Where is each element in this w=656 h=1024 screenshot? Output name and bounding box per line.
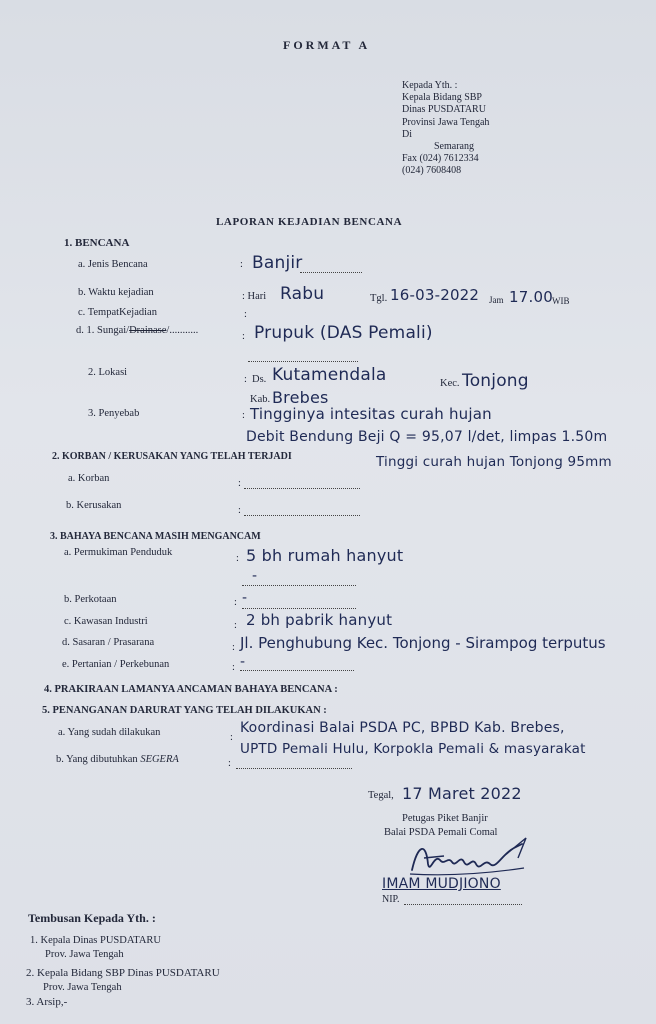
addressee-line: Semarang: [434, 141, 474, 153]
sungai-label-text: d. 1. Sungai/: [76, 325, 130, 336]
fill-line: [244, 488, 360, 489]
tembusan-heading: Tembusan Kepada Yth. :: [28, 911, 156, 925]
fill-line: [244, 515, 360, 516]
kab-value: Brebes: [272, 388, 329, 407]
section-5-heading: 5. PENANGANAN DARURAT YANG TELAH DILAKUKAN :: [42, 705, 327, 716]
addressee-line: Provinsi Jawa Tengah: [402, 116, 490, 128]
jenis-bencana-label: a. Jenis Bencana: [78, 259, 148, 270]
colon: :: [238, 478, 241, 489]
colon: :: [236, 553, 239, 564]
dibutuhkan-label: [56, 754, 179, 765]
pertanian-label: e. Pertanian / Perkebunan: [62, 659, 170, 670]
ds-value: Kutamendala: [272, 365, 387, 385]
closing-place: Tegal,: [368, 790, 394, 801]
colon: :: [234, 597, 237, 608]
jam-label: Jam: [489, 295, 504, 305]
sudah-dilakukan-value: Koordinasi Balai PSDA PC, BPBD Kab. Brebes,: [240, 720, 565, 736]
signer-name: IMAM MUDJIONO: [382, 876, 501, 892]
tembusan-item-2: 2. Kepala Bidang SBP Dinas PUSDATARU: [26, 967, 220, 979]
colon: :: [232, 642, 235, 653]
colon: :: [240, 259, 243, 270]
perkotaan-label: b. Perkotaan: [64, 594, 117, 605]
section-2-heading: 2. KORBAN / KERUSAKAN YANG TELAH TERJADI: [52, 451, 292, 462]
tgl-label: Tgl.: [370, 293, 388, 304]
fill-line: [404, 904, 522, 905]
colon: :: [234, 620, 237, 631]
colon: :: [238, 505, 241, 516]
closing-role-1: Petugas Piket Banjir: [402, 813, 488, 824]
lokasi-label: 2. Lokasi: [88, 367, 128, 378]
section-3-heading: 3. BAHAYA BENCANA MASIH MENGANCAM: [50, 531, 261, 542]
addressee-line: Kepala Bidang SBP: [402, 92, 482, 104]
hari-value: Rabu: [280, 284, 325, 304]
kab-label: Kab.: [250, 394, 271, 405]
format-title: FORMAT A: [283, 38, 371, 52]
tempat-kejadian-label: c. TempatKejadian: [78, 307, 157, 318]
fill-line: [236, 768, 352, 769]
nip-label: NIP.: [382, 894, 400, 905]
fill-line: [248, 361, 358, 362]
prasarana-label: d. Sasaran / Prasarana: [62, 637, 155, 648]
sudah-dilakukan-value-2: UPTD Pemali Hulu, Korpokla Pemali & masyarakat: [240, 741, 586, 757]
tembusan-item-3: 3. Arsip,-: [26, 996, 68, 1008]
colon: :: [242, 331, 245, 342]
wib-label: WIB: [552, 296, 570, 306]
sudah-dilakukan-label: a. Yang sudah dilakukan: [58, 727, 161, 738]
colon: :: [242, 410, 245, 421]
permukiman-label: a. Permukiman Penduduk: [64, 547, 173, 558]
closing-date: 17 Maret 2022: [402, 784, 522, 803]
dibutuhkan-label-em: SEGERA: [140, 754, 179, 765]
tembusan-item-1: 1. Kepala Dinas PUSDATARU: [30, 935, 161, 946]
jam-value: 17.00: [509, 288, 553, 306]
addressee-line: Dinas PUSDATARU: [402, 104, 486, 116]
permukiman-value: 5 bh rumah hanyut: [246, 546, 404, 565]
tembusan-item-1b: Prov. Jawa Tengah: [45, 949, 124, 960]
penyebab-line-1: Tingginya intesitas curah hujan: [250, 405, 492, 423]
permukiman-value-2: -: [252, 568, 258, 584]
fill-line: [300, 272, 362, 273]
addressee-line: Kepada Yth. :: [402, 80, 458, 91]
colon: :: [244, 374, 247, 385]
dibutuhkan-label-text: b. Yang dibutuhkan: [56, 754, 138, 765]
hari-label: : Hari: [242, 291, 267, 302]
colon: :: [230, 732, 233, 743]
pertanian-value: -: [240, 654, 246, 670]
closing-role-2: Balai PSDA Pemali Comal: [384, 827, 498, 838]
tgl-value: 16-03-2022: [390, 286, 480, 304]
fill-line: [242, 585, 356, 586]
colon: :: [228, 758, 231, 769]
kerusakan-label: b. Kerusakan: [66, 500, 122, 511]
sungai-label: [76, 325, 198, 336]
kec-label: Kec.: [440, 378, 460, 389]
section-4-heading: 4. PRAKIRAAN LAMANYA ANCAMAN BAHAYA BENCANA :: [44, 684, 338, 695]
sungai-label-tail: /...........: [166, 325, 199, 336]
penyebab-line-3: Tinggi curah hujan Tonjong 95mm: [376, 454, 612, 470]
drainase-strike: Drainase: [129, 325, 167, 336]
waktu-kejadian-label: b. Waktu kejadian: [78, 287, 154, 298]
fill-line: [242, 608, 356, 609]
section-1-heading: 1. BENCANA: [64, 237, 130, 249]
addressee-line: (024) 7608408: [402, 165, 462, 177]
penyebab-line-2: Debit Bendung Beji Q = 95,07 l/det, limpas 1.50m: [246, 429, 608, 445]
addressee-line: Di: [402, 128, 412, 140]
fill-line: [240, 670, 354, 671]
kec-value: Tonjong: [462, 371, 529, 391]
ds-label: Ds.: [252, 374, 267, 385]
addressee-line: Fax (024) 7612334: [402, 153, 479, 165]
prasarana-value: Jl. Penghubung Kec. Tonjong - Sirampog terputus: [240, 634, 606, 652]
kawasan-industri-value: 2 bh pabrik hanyut: [246, 611, 393, 629]
jenis-bencana-value: Banjir: [252, 253, 303, 273]
sungai-value: Prupuk (DAS Pemali): [254, 323, 433, 343]
colon: :: [244, 309, 247, 320]
kawasan-industri-label: c. Kawasan Industri: [64, 616, 148, 627]
perkotaan-value: -: [242, 590, 248, 606]
colon: :: [232, 662, 235, 673]
addressee-block: [402, 80, 489, 178]
korban-label: a. Korban: [68, 473, 110, 484]
penyebab-label: 3. Penyebab: [88, 408, 140, 419]
report-title: LAPORAN KEJADIAN BENCANA: [216, 216, 403, 228]
tembusan-item-2b: Prov. Jawa Tengah: [43, 982, 122, 993]
signature-image: [404, 834, 534, 882]
